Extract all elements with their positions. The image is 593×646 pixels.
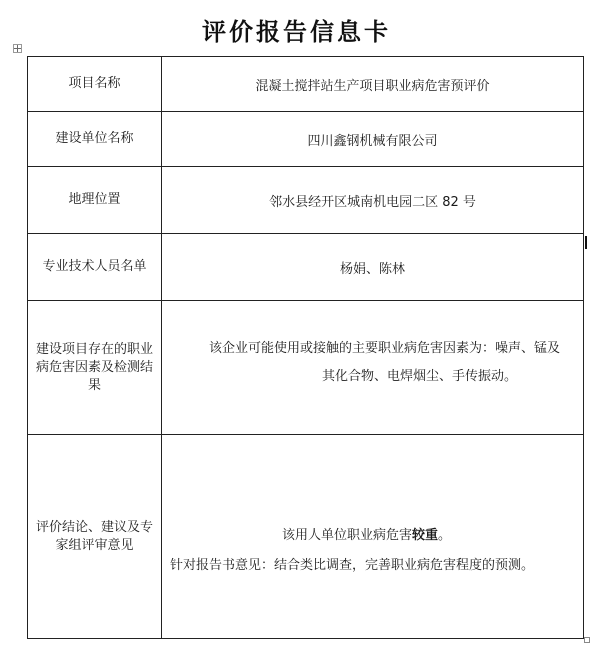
location-value[interactable]: 邻水县经开区城南机电园二区 82 号: [162, 167, 584, 234]
company-name-label: 建设单位名称: [55, 131, 134, 146]
info-card-table: [27, 56, 584, 639]
label-cell: [28, 301, 162, 435]
table-row: [28, 234, 584, 301]
document-title: 评价报告信息卡: [202, 17, 391, 46]
label-cell: [28, 167, 162, 234]
conclusion-prefix: 该用人单位职业病危害: [282, 527, 413, 543]
label-cell: [28, 435, 162, 639]
conclusion-suffix: 。: [438, 527, 452, 543]
location-label: 地理位置: [68, 192, 121, 207]
project-name-value[interactable]: 混凝土搅拌站生产项目职业病危害预评价: [162, 57, 584, 112]
text-cursor-icon: [585, 236, 587, 249]
label-cell: [28, 112, 162, 167]
table-row: [28, 167, 584, 234]
table-row: [28, 112, 584, 167]
hazard-text-line-2: 其化合物、电焊烟尘、手传振动。: [321, 368, 517, 384]
table-row: [28, 435, 584, 639]
hazard-text-line-1: 该企业可能使用或接触的主要职业病危害因素为：噪声、锰及: [208, 340, 560, 356]
table-resize-handle-icon[interactable]: [584, 637, 590, 643]
table-move-handle-icon[interactable]: [13, 44, 22, 53]
conclusion-line-1: [162, 523, 583, 549]
table-row: [28, 57, 584, 112]
label-cell: [28, 234, 162, 301]
label-cell: [28, 57, 162, 112]
conclusion-emphasis: 较重: [412, 527, 439, 543]
conclusion-value[interactable]: [162, 435, 584, 639]
company-name-value[interactable]: 四川鑫钢机械有限公司: [162, 112, 584, 167]
staff-list-value[interactable]: 杨娟、陈林: [162, 234, 584, 301]
hazard-factors-value[interactable]: [162, 301, 584, 435]
conclusion-label: 评价结论、建议及专家组评审意见: [36, 519, 154, 553]
staff-list-label: 专业技术人员名单: [42, 259, 147, 274]
project-name-label: 项目名称: [68, 76, 121, 91]
conclusion-line-2: 针对报告书意见：结合类比调查，完善职业病危害程度的预测。: [170, 557, 535, 573]
table-row: [28, 301, 584, 435]
hazard-factors-label: 建设项目存在的职业病危害因素及检测结果: [36, 341, 154, 393]
